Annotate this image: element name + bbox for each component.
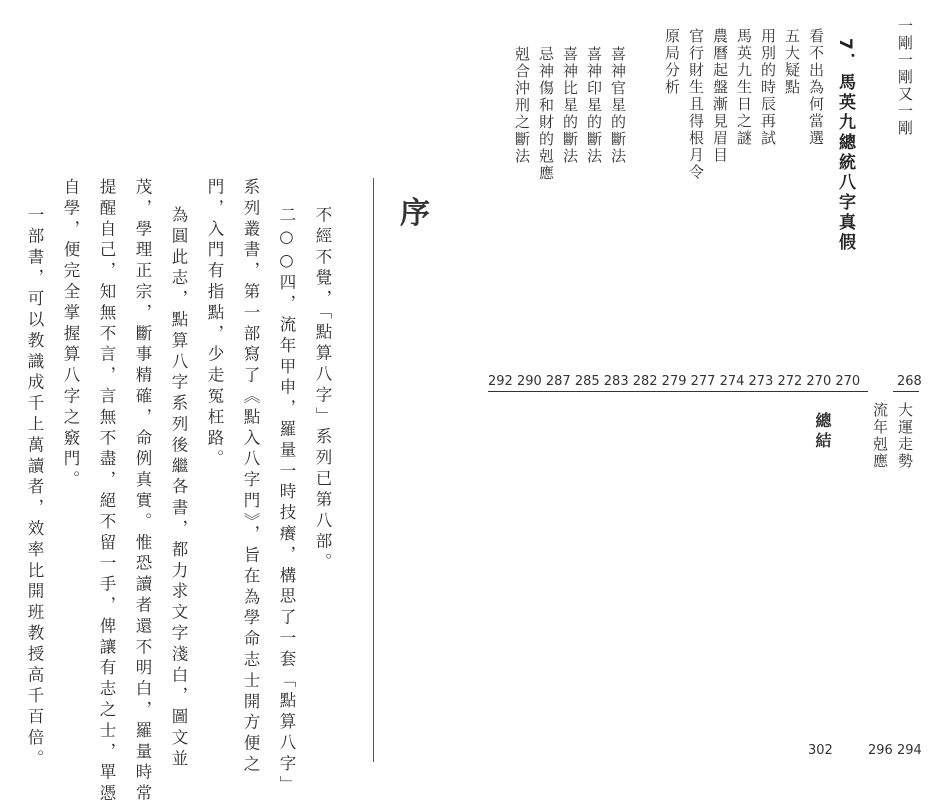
toc-item: 剋合沖刑之斷法	[513, 46, 531, 165]
toc-top-line: 一剛一剛又一剛	[896, 18, 914, 137]
toc-underline-short	[893, 391, 919, 392]
toc-item: 喜神官星的斷法	[609, 46, 627, 165]
preface-column: 自學，便完全掌握算八字之竅門。	[61, 178, 80, 492]
toc-item: 喜神印星的斷法	[585, 46, 603, 165]
toc-page-number: 268	[897, 374, 922, 389]
toc-page-numbers: 292 290 287 285 283 282 279 277 274 273 272 270 270	[488, 374, 861, 389]
toc-page-number: 296 294	[868, 743, 922, 758]
toc-item: 忌神傷和財的剋應	[537, 46, 555, 182]
toc-item: 馬英九生日之謎	[735, 28, 753, 147]
toc-item: 用別的時辰再試	[759, 28, 777, 147]
toc-underline	[488, 391, 868, 392]
toc-item: 流年剋應	[871, 402, 889, 470]
toc-item: 大運走勢	[896, 402, 914, 470]
preface-column: 門，入門有指點，少走冤枉路。	[205, 178, 224, 471]
preface-column: 一部書，可以教識成千上萬讀者，效率比開班教授高千百倍。	[25, 206, 44, 771]
toc-item: 喜神比星的斷法	[561, 46, 579, 165]
toc-chapter-heading: 7．馬英九總統八字真假	[835, 38, 855, 253]
toc-item: 農曆起盤漸見眉目	[711, 28, 729, 164]
toc-item: 五大疑點	[783, 28, 801, 96]
toc-page-number: 302	[808, 743, 833, 758]
page-divider	[373, 178, 374, 762]
toc-item: 原局分析	[663, 28, 681, 96]
preface-column: 提醒自己，知無不言，言無不盡，絕不留一手，俾讓有志之士，單憑	[97, 178, 116, 805]
preface-column: 不經不覺，「點算八字」系列已第八部。	[313, 206, 332, 574]
preface-column: 系列叢書，第一部寫了《點入八字門》，旨在為學命志士開方便之	[241, 178, 260, 776]
toc-item: 官行財生且得根月令	[687, 28, 705, 181]
preface-title: 序	[400, 196, 430, 231]
toc-item: 看不出為何當選	[807, 28, 825, 147]
toc-epilogue: 總結	[813, 412, 832, 452]
preface-column: 二○○四，流年甲申，羅量一時技癢，構思了一套「點算八字」	[277, 206, 296, 797]
preface-column: 茂，學理正宗，斷事精確，命例真實。惟恐讀者還不明白，羅量時常	[133, 178, 152, 805]
preface-column: 為圓此志，點算八字系列後繼各書，都力求文字淺白，圖文並	[169, 206, 188, 771]
